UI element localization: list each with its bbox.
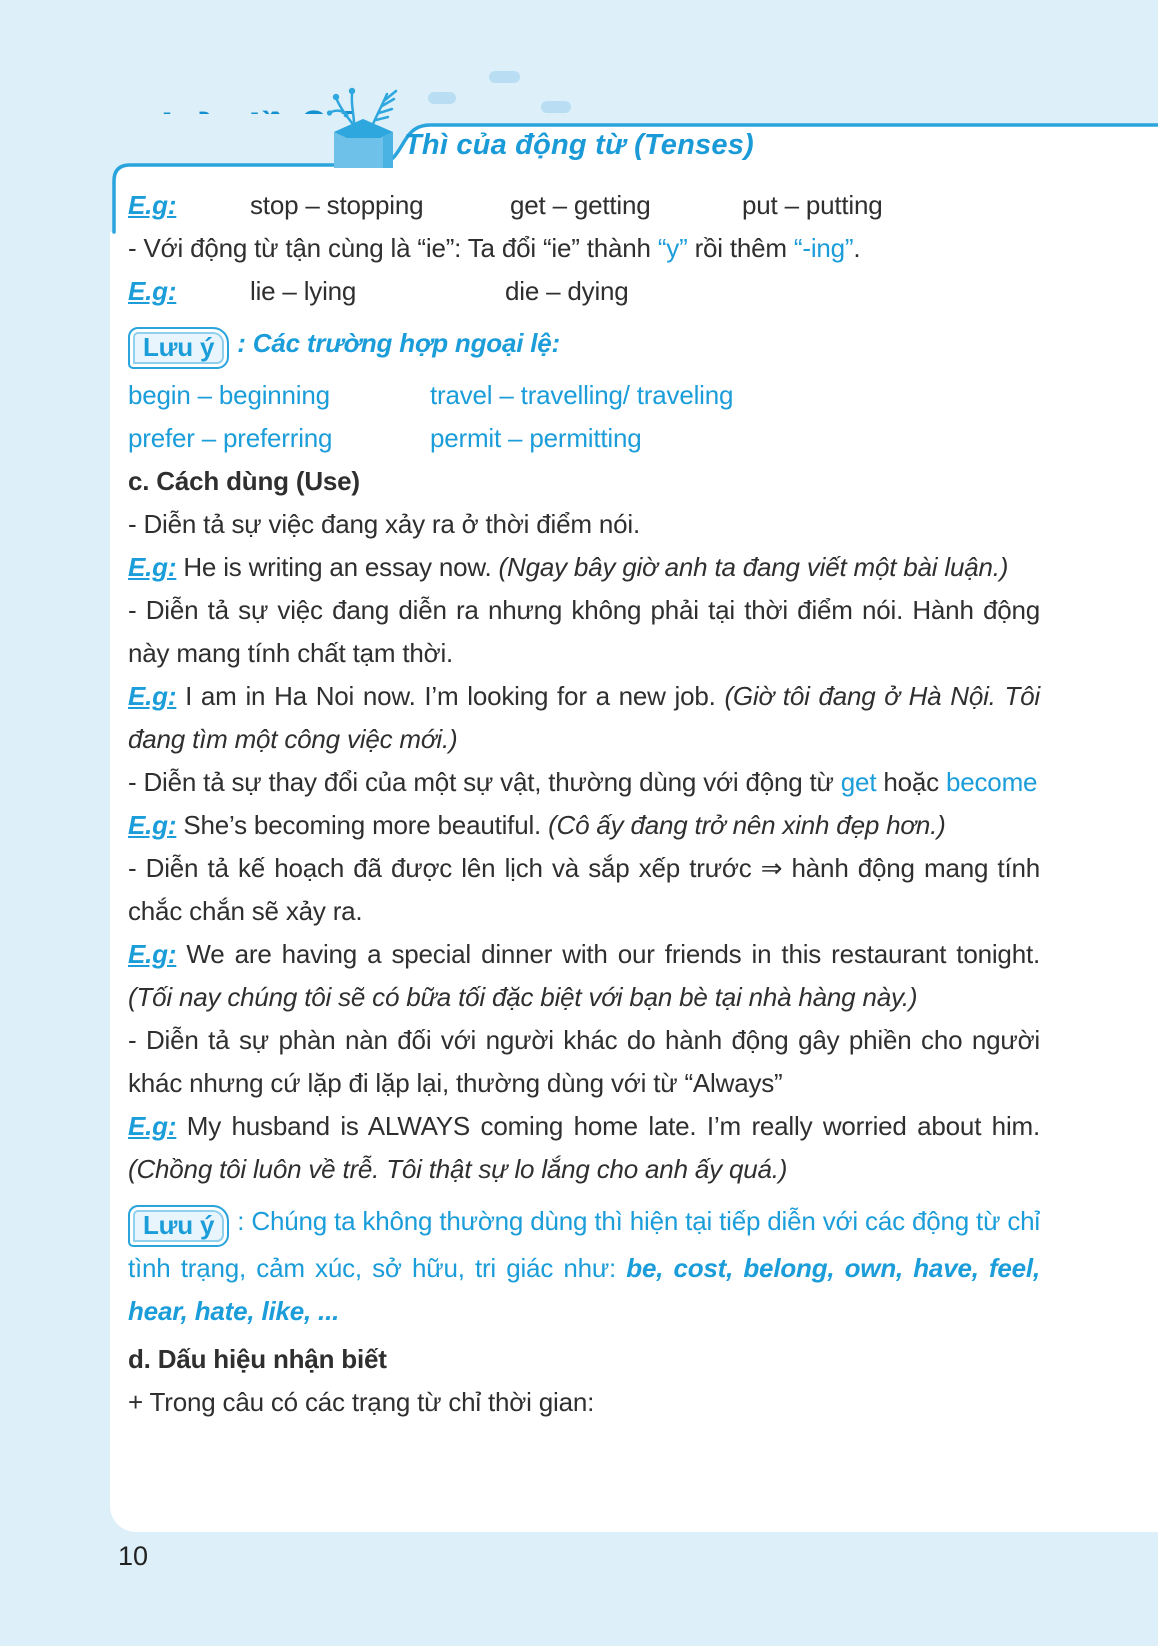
word-pair: die – dying (505, 276, 629, 306)
word-pair: begin – beginning (128, 380, 330, 410)
word-pair: prefer – preferring (128, 423, 333, 453)
eg-label: E.g: (128, 939, 177, 969)
plant-vase-icon (324, 76, 404, 172)
usage-3: - Diễn tả sự thay đổi của một sự vật, thường dùng với động từ get hoặc become (128, 767, 1038, 797)
usage-1: - Diễn tả sự việc đang xảy ra ở thời điểm nói. (128, 509, 640, 539)
eg-label: E.g: (128, 190, 177, 220)
exception-row (128, 374, 1040, 417)
eg-label: E.g: (128, 552, 177, 582)
word-pair: put – putting (742, 190, 883, 220)
usage-5: - Diễn tả sự phàn nàn đối với người khác do hành động gây phiền cho người khác nhưng cứ lặp đi lặp lại, thường dùng với từ “Always” (128, 1025, 1040, 1098)
example-3: E.g: She’s becoming more beautiful. (Cô ấy đang trở nên xinh đẹp hơn.) (128, 810, 946, 840)
note-badge: Lưu ý (128, 1205, 229, 1247)
decor-pill (489, 71, 520, 83)
exception-row (128, 417, 1040, 460)
eg-label: E.g: (128, 1111, 177, 1141)
example-5: E.g: My husband is ALWAYS coming home late. I’m really worried about him. (Chồng tôi luôn về trễ. Tôi thật sự lo lắng cho anh ấy quá.) (128, 1111, 1040, 1184)
word-pair: stop – stopping (250, 190, 424, 220)
example-4: E.g: We are having a special dinner with our friends in this restaurant tonight. (Tối nay chúng tôi sẽ có bữa tối đặc biệt với bạn bè tại nhà hàng này.) (128, 939, 1040, 1012)
note-stative-verbs: Lưu ý : Chúng ta không thường dùng thì hiện tại tiếp diễn với các động từ chỉ tình trạng, cảm xúc, sở hữu, tri giác như: be, cost, belong, own, have, feel, hear, hate, like, ... (128, 1206, 1040, 1326)
word-pair: travel – travelling/ traveling (430, 380, 734, 410)
lesson-body (128, 184, 1040, 1424)
heading-use: c. Cách dùng (Use) (128, 466, 360, 496)
word-pair: lie – lying (250, 276, 357, 306)
example-row-ing (128, 184, 1040, 227)
usage-2: - Diễn tả sự việc đang diễn ra nhưng không phải tại thời điểm nói. Hành động này mang tính chất tạm thời. (128, 595, 1040, 668)
heading-signs: d. Dấu hiệu nhận biết (128, 1344, 387, 1374)
example-1: E.g: He is writing an essay now. (Ngay bây giờ anh ta đang viết một bài luận.) (128, 552, 1009, 582)
rule-ie: - Với động từ tận cùng là “ie”: Ta đổi “ie” thành “y” rồi thêm “-ing”. (128, 233, 861, 263)
word-pair: get – getting (510, 190, 651, 220)
decor-pill (428, 92, 456, 104)
page-number: 10 (118, 1541, 149, 1571)
usage-4: - Diễn tả kế hoạch đã được lên lịch và sắp xếp trước ⇒ hành động mang tính chắc chắn sẽ xảy ra. (128, 853, 1040, 926)
note-exceptions: Lưu ý : Các trường hợp ngoại lệ: (128, 322, 1040, 369)
note-badge: Lưu ý (128, 327, 229, 369)
section-title: Thì của động từ (Tenses) (404, 129, 754, 161)
signs-intro: + Trong câu có các trạng từ chỉ thời gian: (128, 1387, 595, 1417)
eg-label: E.g: (128, 681, 177, 711)
decor-pill (541, 101, 571, 113)
example-row-ie (128, 270, 1040, 313)
eg-label: E.g: (128, 810, 177, 840)
example-2: E.g: I am in Ha Noi now. I’m looking for a new job. (Giờ tôi đang ở Hà Nội. Tôi đang tìm một công việc mới.) (128, 681, 1040, 754)
eg-label: E.g: (128, 276, 177, 306)
word-pair: permit – permitting (430, 423, 642, 453)
